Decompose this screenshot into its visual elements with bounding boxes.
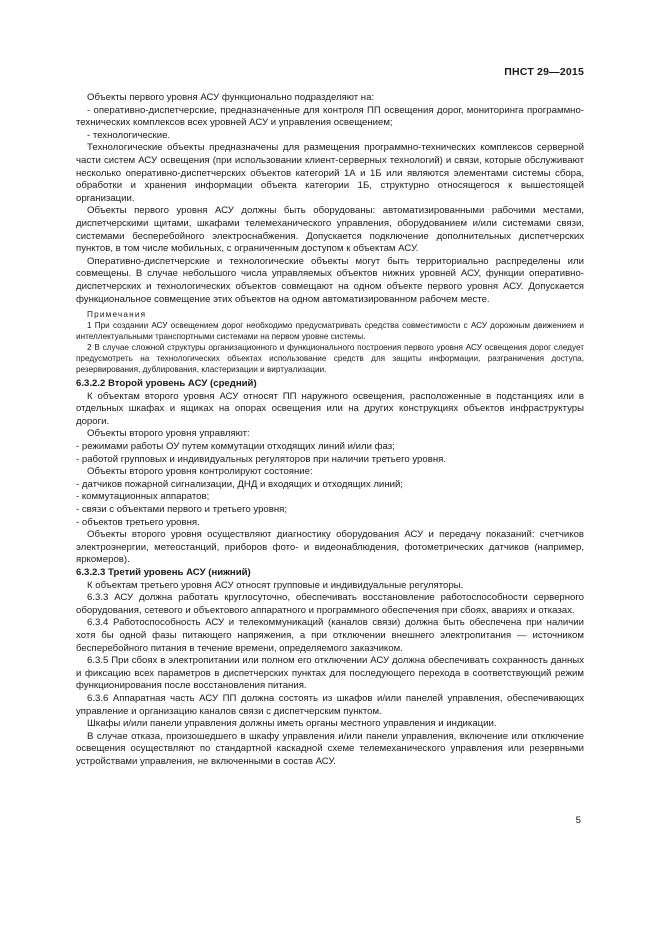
list-item: - объектов третьего уровня.	[76, 516, 200, 528]
paragraph: Объекты первого уровня АСУ функционально подразделяют на:	[87, 92, 375, 103]
paragraph: Объекты второго уровня контролируют состояние:	[87, 466, 313, 478]
list-item: - режимами работы ОУ путем коммутации отходящих линий и/или фаз;	[76, 441, 395, 453]
paragraph: К объектам второго уровня АСУ относят ПП наружного освещения, расположенные в подстанциях или в отдельных шкафах и ящиках на опорах освещения или на других конструкциях объектов инфраструктуры дороги.	[76, 390, 584, 427]
paragraph: 6.3.5 При сбоях в электропитании или полном его отключении АСУ должна обеспечивать сохранность данных и фиксацию всех параметров в диспетчерских пунктах для последующего перехода в соответствующий режим функционирования после восстановления питания.	[76, 655, 584, 692]
section-heading: 6.3.2.3 Третий уровень АСУ (нижний)	[76, 567, 251, 578]
note-item: 1 При создании АСУ освещением дорог необходимо предусматривать средства совместимости с АСУ дорожным движением и интеллектуальными транспортными системами на первом уровне системы.	[76, 321, 584, 342]
note-item: 2 В случае сложной структуры организационного и функционального построения первого уровня АСУ освещения дорог следует предусмотреть на технологических объектах использование средств для защиты информации, разграничения доступа, резервирования, дублирования, кластеризации и виртуализации.	[76, 343, 584, 375]
standard-code: ПНСТ 29—2015	[504, 66, 584, 78]
paragraph: 6.3.3 АСУ должна работать круглосуточно, обеспечивать восстановление работоспособности серверного оборудования, сетевого и объектового аппаратного и программного обеспечения при сбоях, авариях и отказах.	[76, 592, 584, 616]
section-heading: 6.3.2.2 Второй уровень АСУ (средний)	[76, 378, 257, 390]
paragraph: В случае отказа, произошедшего в шкафу управления и/или панели управления, включение или отключение освещения осуществляют по стандартной каскадной схеме телемеханического управления или резервными устройствами управления, не включенными в состав АСУ.	[76, 730, 584, 767]
notes-block	[76, 309, 584, 375]
section-6323	[76, 567, 584, 769]
paragraph: К объектам третьего уровня АСУ относят групповые и индивидуальные регуляторы.	[87, 579, 464, 591]
list-item: - работой групповых и индивидуальных регуляторов при наличии третьего уровня.	[76, 453, 446, 465]
notes-title: Примечания	[87, 310, 147, 320]
list-item: - коммутационных аппаратов;	[76, 491, 210, 503]
list-item: - технологические.	[87, 129, 171, 141]
page-content	[76, 92, 584, 769]
paragraph: Технологические объекты предназначены для размещения программно-технических комплексов серверной части систем АСУ освещения (при использовании клиент-серверных технологий) и связи, которые обслуживают несколько оперативно-диспетчерских объектов категорий 1А и 1Б или являются элементами системы сбора, обработки и хранения информации объекта категории 1Б, структурно относящегося к вышестоящей организации.	[76, 142, 584, 204]
list-item: - оперативно-диспетчерские, предназначенные для контроля ПП освещения дорог, мониторинга программно-технических комплексов всех уровней АСУ и управления освещением;	[76, 104, 584, 129]
paragraph: Шкафы и/или панели управления должны иметь органы местного управления и индикации.	[87, 718, 497, 730]
page-number: 5	[575, 815, 581, 826]
paragraph: Объекты первого уровня АСУ должны быть оборудованы: автоматизированными рабочими местами, диспетчерскими щитами, шкафами телемеханического управления, оборудованием и/или системами связи, системами бесперебойного электроснабжения. Допускается подключение дополнительных диспетчерских пунктов, в том числе мобильных, с ограниченным доступом к объектам АСУ.	[76, 205, 584, 255]
list-item: - связи с объектами первого и третьего уровня;	[76, 504, 288, 516]
paragraph: 6.3.4 Работоспособность АСУ и телекоммуникаций (каналов связи) должна быть обеспечена при наличии хотя бы одной фазы питающего напряжения, а при отключении внешнего электропитания — источником бесперебойного питания в течение времени, определяемого заказчиком.	[76, 617, 584, 654]
paragraph: Объекты второго уровня управляют:	[87, 428, 250, 440]
paragraph: 6.3.6 Аппаратная часть АСУ ПП должна состоять из шкафов и/или панелей управления, обеспечивающих управление и организацию каналов связи с диспетчерским пунктом.	[76, 692, 584, 717]
paragraph: Объекты второго уровня осуществляют диагностику оборудования АСУ и передачу показаний: счетчиков электроэнергии, метеостанций, приборов фото- и видеонаблюдения, фотометрических датчиков (например, яркомеров).	[76, 529, 584, 566]
section-6322	[76, 378, 584, 567]
paragraph: Оперативно-диспетчерские и технологические объекты могут быть территориально распределены или совмещены. В случае небольшого числа управляемых объектов нижних уровней АСУ, функции оперативно-диспетчерских и технологических объектов совмещают на одном объекте первого уровня АСУ. Допускается функциональное совмещение этих объектов на одном автоматизированном рабочем месте.	[76, 255, 584, 305]
list-item: - датчиков пожарной сигнализации, ДНД и входящих и отходящих линий;	[76, 478, 403, 490]
